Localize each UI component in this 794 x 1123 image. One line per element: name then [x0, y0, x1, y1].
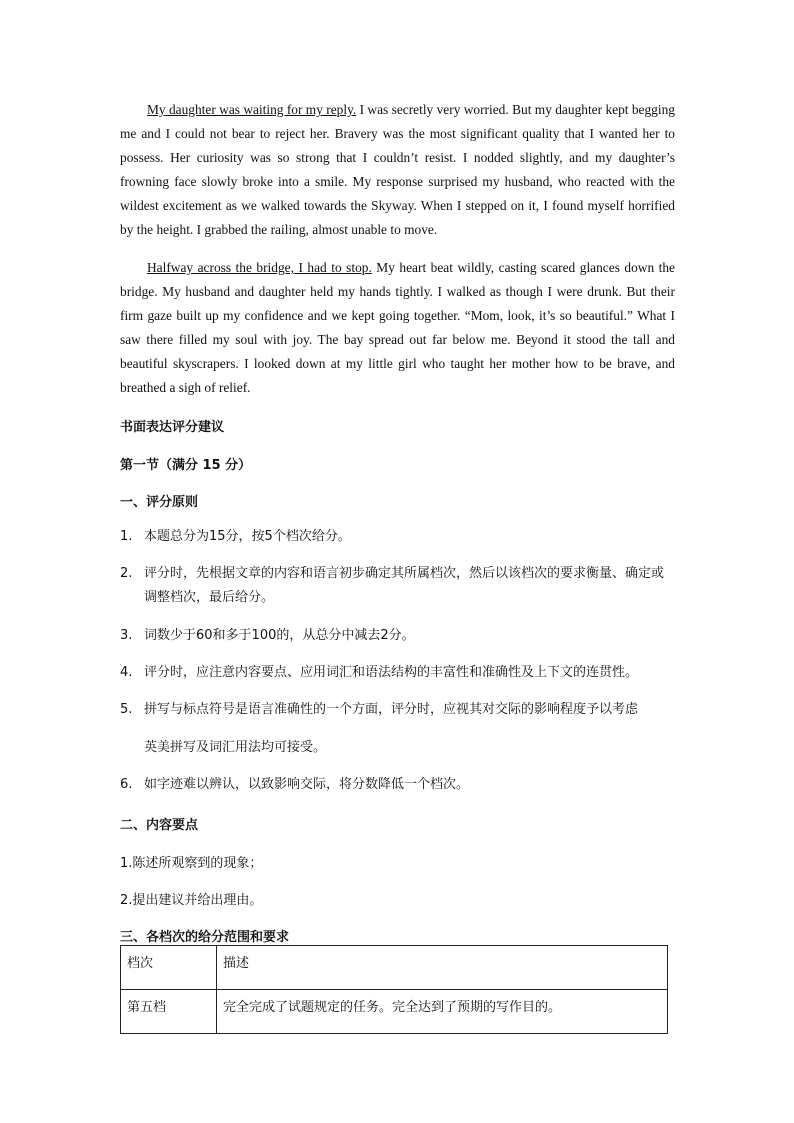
story-paragraph-2 [120, 256, 675, 400]
table-cell: 第五档 [121, 990, 217, 1034]
levels-title: 三、各档次的给分范围和要求 [120, 930, 290, 945]
paragraph-2-lead-sentence: Halfway across the bridge, I had to stop. [147, 260, 372, 275]
principle-text: 如字迹难以辨认，以致影响交际，将分数降低一个档次。 [144, 777, 470, 792]
table-header-cell: 描述 [217, 946, 668, 990]
principle-continuation [120, 736, 675, 760]
section-title: 第一节（满分 15 分） [120, 458, 252, 473]
paragraph-1-body: I was secretly very worried. But my daughter kept begging me and I could not bear to reject her. Bravery was the most significant quality that I wanted her to possess. Her curiosity was so strong that I couldn’t resist. I nodded slightly, and my daughter’s frowning face slowly broke into a smile. My response surprised my husband, who reacted with the wildest excitement as we walked towards the Skyway. When I stepped on it, I found myself horrified by the height. I grabbed the railing, almost unable to move. [120, 102, 675, 237]
principles-title: 一、评分原则 [120, 495, 199, 510]
principle-number: 4. [120, 665, 133, 680]
story-paragraph-1 [120, 98, 675, 242]
principle-number: 1. [120, 529, 133, 544]
scoring-heading: 书面表达评分建议 [120, 420, 225, 435]
principle-number: 6. [120, 777, 133, 792]
content-points-title: 二、内容要点 [120, 818, 199, 833]
content-point: 1.陈述所观察到的现象； [120, 856, 263, 871]
principle-number: 3. [120, 628, 133, 643]
principle-text: 本题总分为15分，按5个档次给分。 [144, 529, 351, 544]
paragraph-2-body: My heart beat wildly, casting scared glances down the bridge. My husband and daughter held my hands tightly. I walked as though I were drunk. But their firm gaze built up my confidence and we kept going together. “Mom, look, it’s so beautiful.” What I saw there filled my soul with joy. The bay spread out far below me. Beyond it stood the tall and beautiful skyscrapers. I looked down at my little girl who taught her mother how to be brave, and breathed a sigh of relief. [120, 260, 676, 395]
principle-item [120, 698, 675, 722]
principle-item [120, 661, 675, 685]
principle-text: 词数少于60和多于100的，从总分中减去2分。 [144, 628, 415, 643]
principle-number: 5. [120, 702, 133, 717]
paragraph-1-lead-sentence: My daughter was waiting for my reply. [147, 102, 357, 117]
principle-item [120, 624, 675, 648]
principle-text: 评分时，先根据文章的内容和语言初步确定其所属档次，然后以该档次的要求衡量、确定或调整档次，最后给分。 [144, 566, 665, 605]
principle-item [120, 525, 675, 549]
table-header-cell: 档次 [121, 946, 217, 990]
principle-number: 2. [120, 566, 133, 581]
table-header-row [121, 946, 668, 990]
principle-text: 拼写与标点符号是语言准确性的一个方面，评分时，应视其对交际的影响程度予以考虑 [144, 702, 639, 717]
principle-text: 英美拼写及词汇用法均可接受。 [144, 740, 327, 755]
table-cell: 完全完成了试题规定的任务。完全达到了预期的写作目的。 [217, 990, 668, 1034]
grading-table [120, 945, 668, 1034]
principle-text: 评分时，应注意内容要点、应用词汇和语法结构的丰富性和准确性及上下文的连贯性。 [144, 665, 639, 680]
principle-item [120, 562, 675, 610]
content-point: 2.提出建议并给出理由。 [120, 893, 263, 908]
table-row [121, 990, 668, 1034]
principle-item [120, 773, 675, 797]
